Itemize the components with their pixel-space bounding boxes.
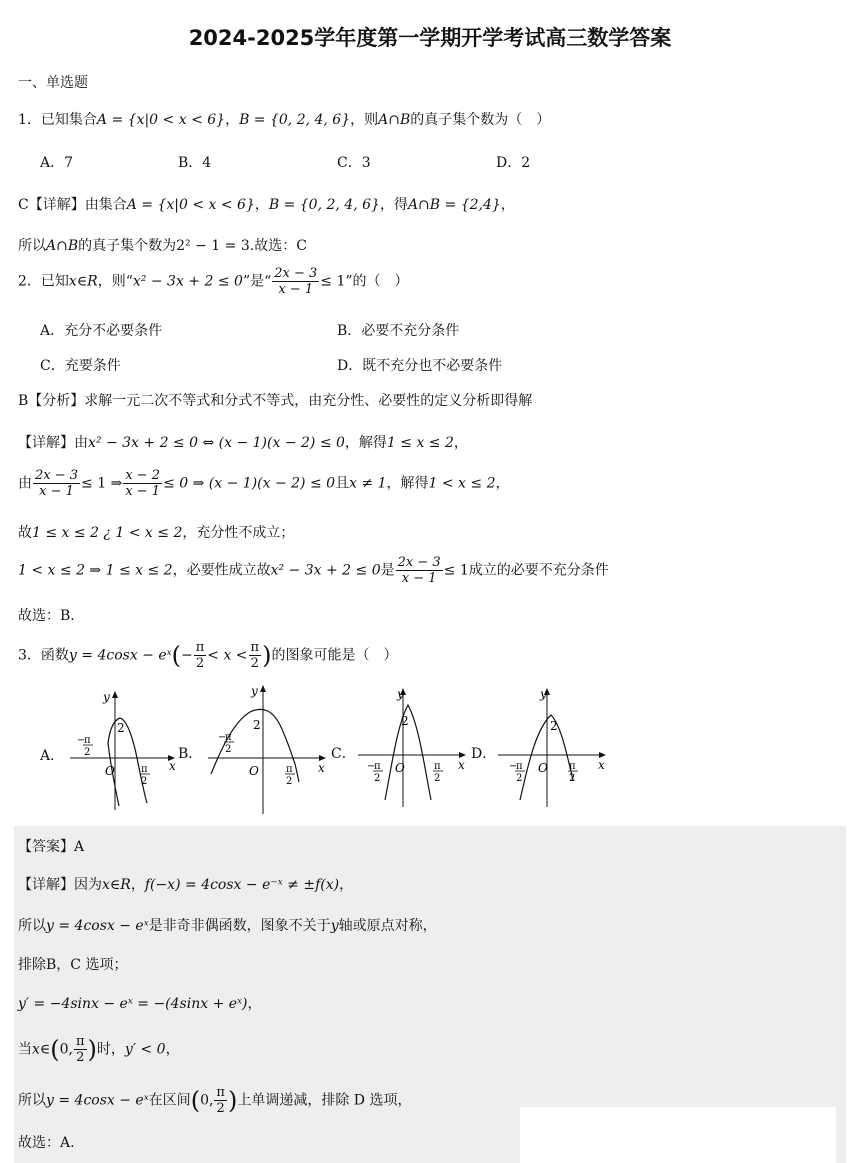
graph-d-val-2: 2	[550, 719, 558, 733]
graph-d-tick-neg-pi: π	[516, 761, 523, 772]
page-title: 2024-2025学年度第一学期开学考试高三数学答案	[188, 26, 672, 50]
q2-detail-line3: 故1 ≤ x ≤ 2 ¿ 1 < x ≤ 2，充分性不成立；	[18, 525, 295, 541]
q3-detail-line1: 【详解】因为x∈R，f(−x) = 4cosx − e⁻ˣ ≠ ±f(x)，	[18, 877, 354, 893]
graph-c-y-label: y	[397, 687, 404, 701]
graph-b-tick-pi: π	[286, 764, 293, 775]
graph-a-tick-neg-2: 2	[84, 747, 91, 758]
graph-b-tick-neg: −	[218, 732, 227, 743]
graph-c-val-2: 2	[401, 714, 409, 728]
graph-d	[495, 685, 610, 810]
graph-c-origin: O	[395, 761, 405, 775]
graph-d-tick-neg: −	[509, 761, 518, 772]
graph-b-x-label: x	[318, 761, 325, 775]
q2-detail-line2: 由 $\frac{2x - 3}{x - 1}$ ≤ 1 ⇒ $\frac{x - 2}{x - 1}$ ≤ 0 ⇒ (x − 1)(x − 2) ≤ 0且x ≠ 1，解得1 < x ≤ 2，	[18, 468, 510, 499]
q1-option-c: C．3	[337, 155, 371, 171]
graph-a-tick-pi: π	[141, 764, 148, 775]
graph-a-val-2: 2	[117, 721, 125, 735]
graph-a-tick-neg: −	[77, 735, 86, 746]
graph-label-c: C．	[331, 746, 356, 762]
graph-d-tick-neg-2: 2	[516, 773, 523, 784]
graph-d-tick-pi: π	[569, 761, 576, 772]
q3-detail-line5: 当x∈(0, $\frac{\pi}{2}$ )时，y′ < 0，	[18, 1034, 180, 1065]
q3-stem: 3．函数y = 4cosx − eˣ(− $\frac{\pi}{2}$ < x < $\frac{\pi}{2}$ )的图象可能是（ ）	[18, 640, 398, 671]
graph-b-val-2: 2	[253, 718, 261, 732]
q3-conclusion: 故选：A.	[18, 1135, 75, 1151]
q2-option-d: D．既不充分也不必要条件	[337, 358, 503, 374]
graph-a-y-label: y	[103, 690, 110, 704]
q1-option-b: B．4	[178, 155, 212, 171]
graph-b	[205, 682, 330, 817]
q2-analysis: B【分析】求解一元二次不等式和分式不等式，由充分性、必要性的定义分析即得解	[18, 393, 533, 409]
q3-detail-line3: 排除B，C 选项；	[18, 957, 128, 973]
graph-c-tick-neg-2: 2	[374, 773, 381, 784]
q1-answer-line2: 所以A∩B的真子集个数为2² − 1 = 3.故选：C	[18, 238, 307, 254]
graph-label-d: D．	[471, 746, 497, 762]
graph-c-tick-neg: −	[367, 761, 376, 772]
q2-option-c: C．充要条件	[40, 358, 121, 374]
graph-d-origin: O	[538, 761, 548, 775]
graph-c-tick-2: 2	[434, 773, 441, 784]
q1-answer-line1: C【详解】由集合A = {x|0 < x < 6}，B = {0, 2, 4, 6}，得A∩B = {2,4}，	[18, 197, 515, 213]
graph-c-x-label: x	[458, 758, 465, 772]
q1-stem: 1．已知集合A = {x|0 < x < 6}，B = {0, 2, 4, 6}，则A∩B的真子集个数为（ ）	[18, 112, 551, 128]
graph-label-b: B．	[178, 746, 203, 762]
graph-a	[65, 688, 180, 813]
section-heading: 一、单选题	[18, 75, 88, 91]
graph-a-tick-neg-pi: π	[84, 735, 91, 746]
blank-box	[520, 1107, 836, 1163]
graph-b-y-label: y	[251, 684, 258, 698]
graph-d-x-label: x	[598, 758, 605, 772]
graph-a-x-label: x	[169, 759, 176, 773]
q3-detail-line4: y′ = −4sinx − eˣ = −(4sinx + eˣ)，	[18, 996, 262, 1012]
q2-stem: 2．已知x∈R，则“x² − 3x + 2 ≤ 0”是“ $\frac{2x - 3}{x - 1}$ ≤ 1”的（ ）	[18, 266, 409, 297]
q2-conclusion: 故选：B.	[18, 608, 75, 624]
graph-d-tick-2: 2	[569, 773, 576, 784]
q2-option-a: A．充分不必要条件	[40, 323, 163, 339]
graph-d-y-label: y	[540, 687, 547, 701]
graph-b-tick-neg-2: 2	[225, 744, 232, 755]
q3-answer: 【答案】A	[18, 839, 85, 855]
graph-a-tick-2: 2	[141, 776, 148, 787]
q3-detail-line2: 所以y = 4cosx − eˣ是非奇非偶函数，图象不关于y轴或原点对称，	[18, 918, 437, 934]
graph-b-tick-neg-pi: π	[225, 732, 232, 743]
graph-label-a: A．	[40, 748, 65, 764]
q2-option-b: B．必要不充分条件	[337, 323, 460, 339]
graph-b-tick-2: 2	[286, 776, 293, 787]
q3-detail-line6: 所以y = 4cosx − eˣ在区间(0, $\frac{\pi}{2}$ )上单调递减，排除 D 选项，	[18, 1085, 412, 1116]
graph-c-tick-neg-pi: π	[374, 761, 381, 772]
q2-detail-line1: 【详解】由x² − 3x + 2 ≤ 0 ⇔ (x − 1)(x − 2) ≤ 0，解得1 ≤ x ≤ 2，	[18, 435, 468, 451]
q2-detail-line4: 1 < x ≤ 2 ⇒ 1 ≤ x ≤ 2，必要性成立故x² − 3x + 2 ≤ 0是 $\frac{2x - 3}{x - 1}$ ≤ 1成立的必要不充分条件	[18, 555, 609, 586]
graph-b-origin: O	[249, 764, 259, 778]
graph-a-origin: O	[105, 764, 115, 778]
graph-c-tick-pi: π	[434, 761, 441, 772]
graph-c	[355, 685, 470, 810]
q1-option-d: D．2	[496, 155, 531, 171]
q1-option-a: A．7	[40, 155, 74, 171]
